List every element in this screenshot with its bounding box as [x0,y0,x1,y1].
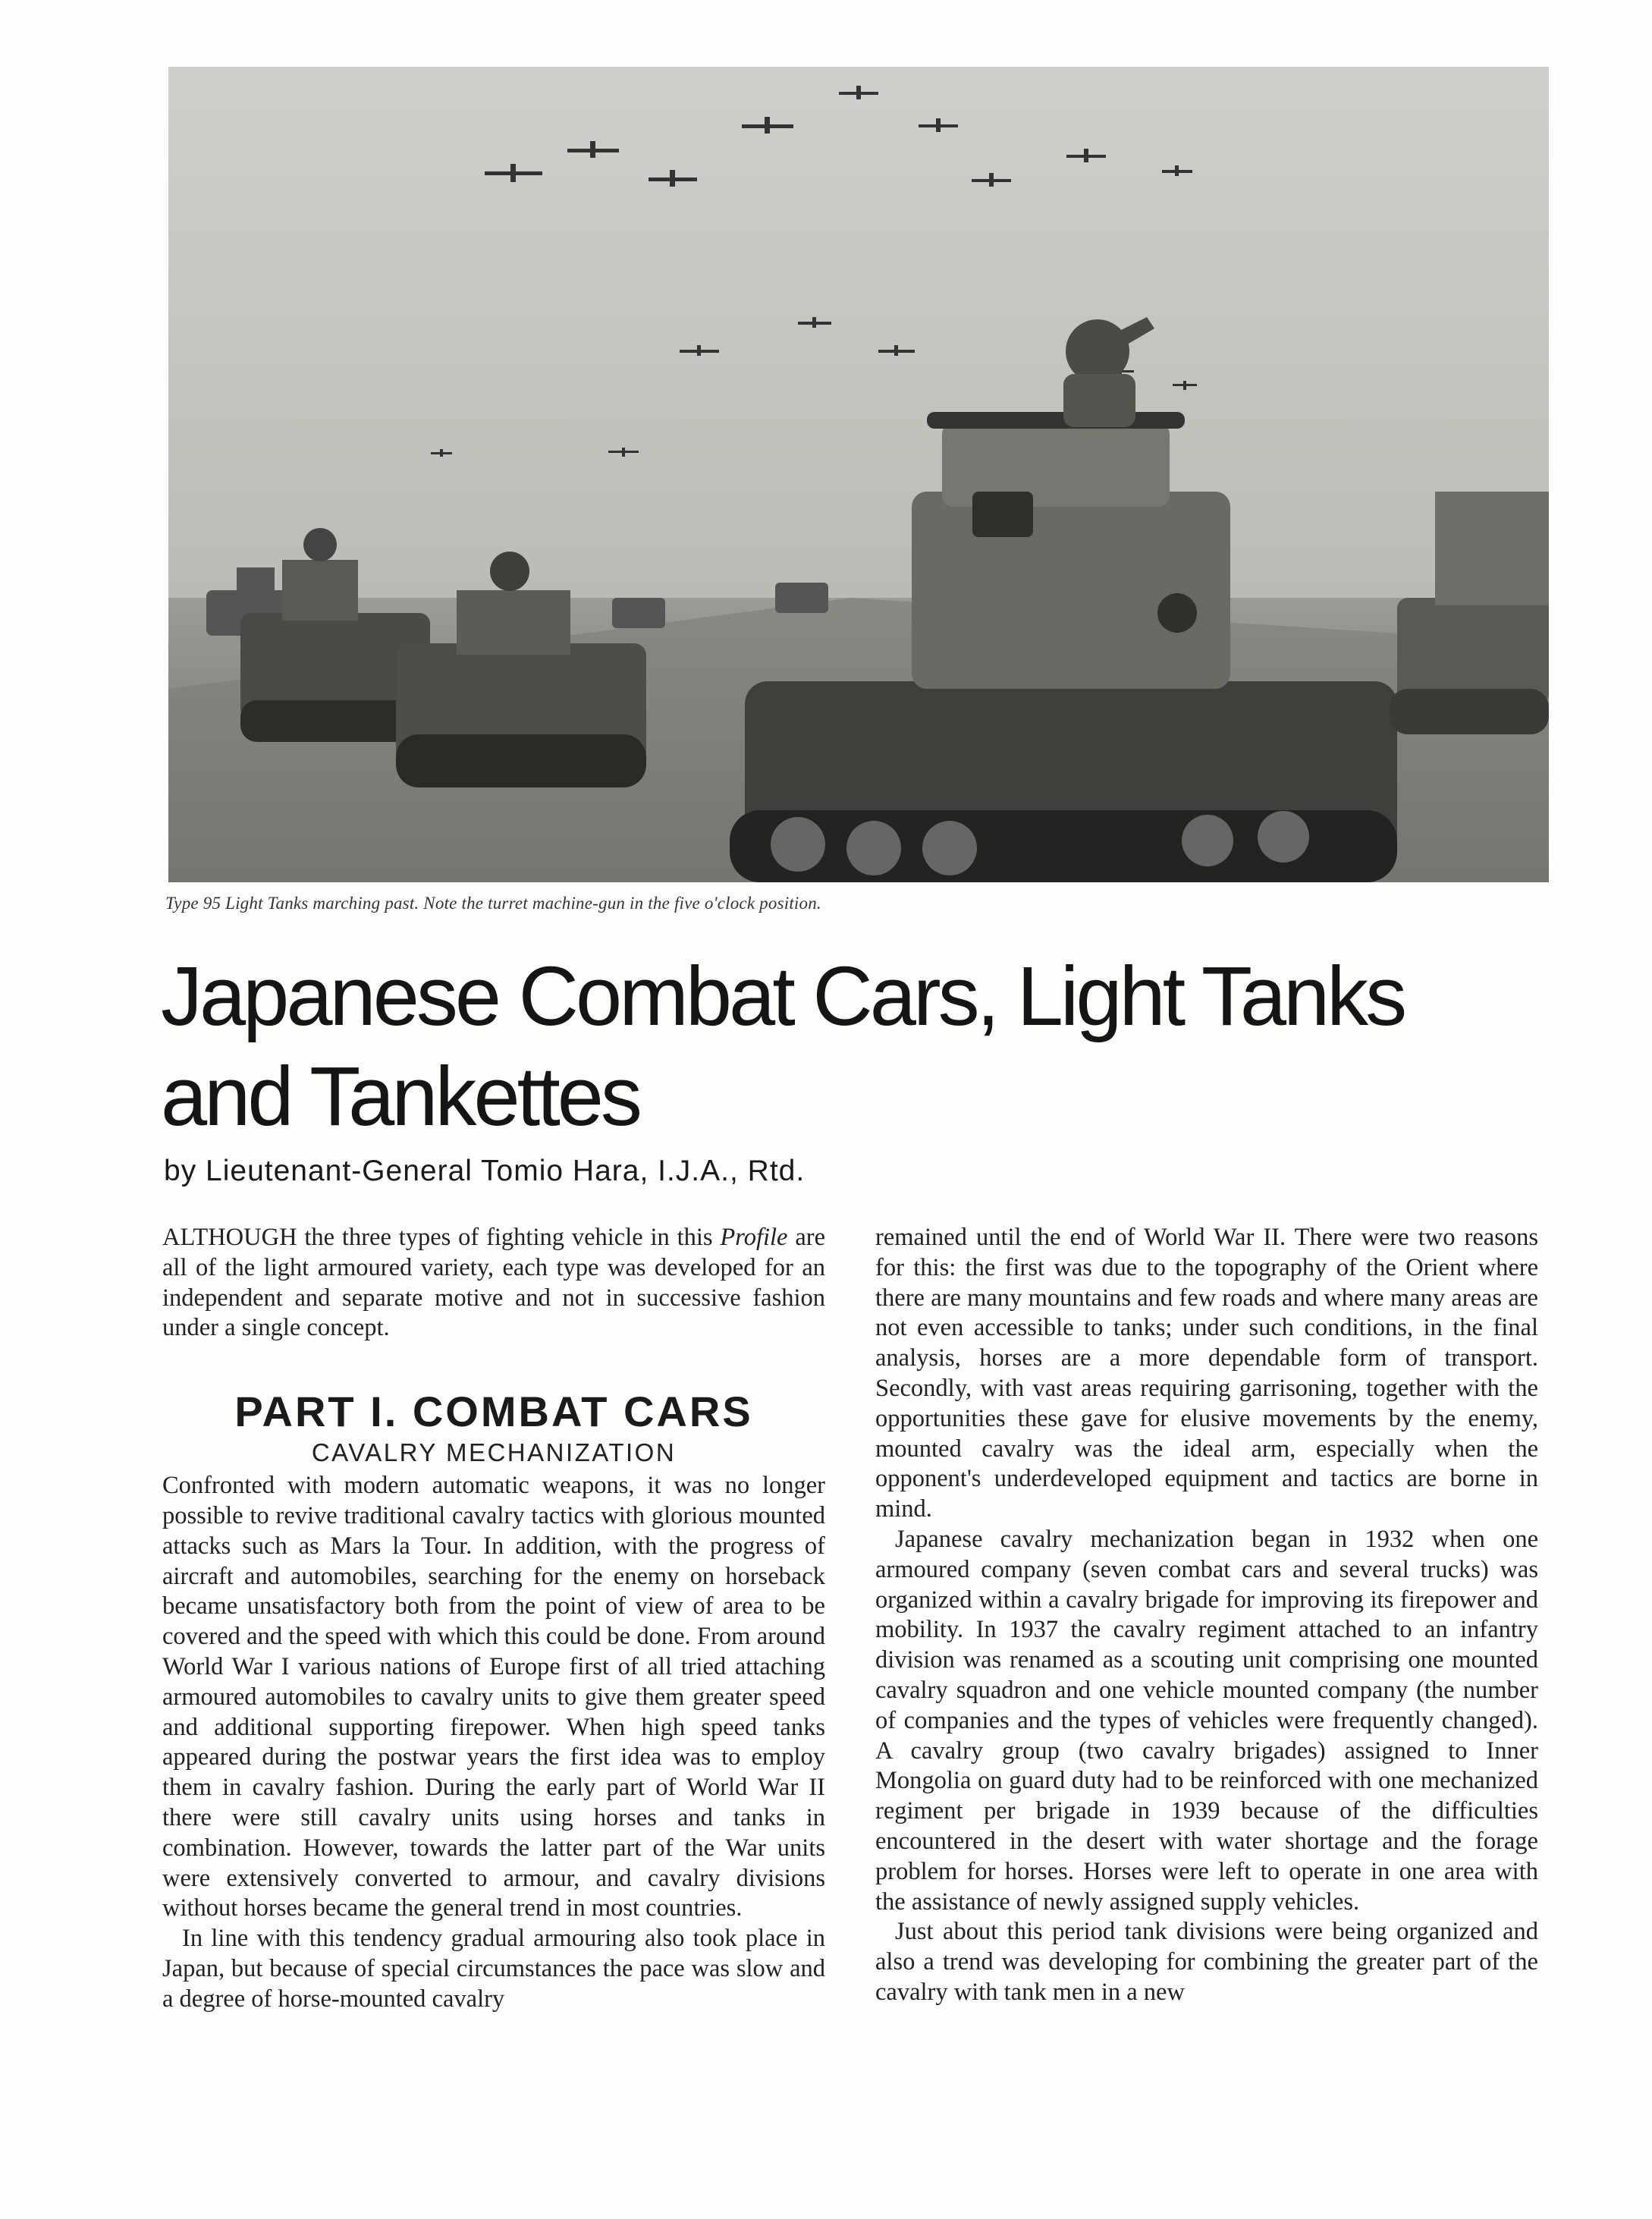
body-paragraph: Confronted with modern automatic weapons, it was no longer possible to revive traditional cavalry tactics with glorious mounted attacks such as Mars la Tour. In addition, with the progress of aircraft and automobiles, searching for the enemy on horseback became unsatisfactory both from the point of view of area to be covered and the speed with which this could be done. From around World War I various nations of Europe first of all tried attaching armoured automobiles to cavalry units to give them greater speed and additional supporting firepower. When high speed tanks appeared during the postwar years the first idea was to employ them in cavalry fashion. During the early part of World War II there were still cavalry units using horses and tanks in combination. However, towards the latter part of the War units were extensively converted to armour, and cavalry divisions without horses became the general trend in most countries. [162,1472,825,1922]
body-paragraph: Japanese cavalry mechanization began in 1932 when one armoured company (seven combat cars and several trucks) was organized within a cavalry brigade for improving its firepower and mobility. In 1937 the cavalry regiment attached to an infantry division was renamed as a scouting unit comprising one mounted cavalry squadron and one vehicle mounted company (the number of companies and the types of vehicles were frequently changed). A cavalry group (two cavalry brigades) assigned to Inner Mongolia on guard duty had to be reinforced with one mechanized regiment per brigade in 1939 because of the difficulties encountered in the desert with water shortage and the forage problem for horses. Horses were left to operate in one area with the assistance of newly assigned supply vehicles. [875,1525,1538,1916]
tank-parade-photo-icon [168,67,1549,882]
section-subheading: CAVALRY MECHANIZATION [311,1438,677,1467]
article-title-line-1: Japanese Combat Cars, Light Tanks [161,950,1405,1043]
intro-rest: are all of the light armoured variety, each type was developed for an independent and separate motive and not in successive fashion under a single concept. [162,1224,825,1342]
article-title-line-2: and Tankettes [161,1050,639,1143]
part-heading: PART I. COMBAT CARS [234,1388,753,1436]
body-paragraph: remained until the end of World War II. There were two reasons for this: the first was due to the topography of the Orient where there are many mountains and few roads and where many areas are not even accessible to tanks; under such conditions, in the final analysis, horses are a more dependable form of transport. Secondly, with vast areas requiring garrisoning, together with the opportunities these gave for elusive movements by the enemy, mounted cavalry was the ideal arm, especially when the opponent's underdeveloped equipment and tactics are borne in mind. [875,1224,1538,1523]
left-column [162,1223,825,2015]
tank-parade-photo [168,67,1549,882]
intro-lead: ALTHOUGH the three types of fighting vehicle in this [162,1224,721,1251]
intro-italic-profile: Profile [720,1224,788,1251]
photo-caption: Type 95 Light Tanks marching past. Note the turret machine-gun in the five o'clock position. [165,894,821,913]
intro-paragraph [162,1223,825,1344]
body-paragraph: Just about this period tank divisions were being organized and also a trend was developing for combining the greater part of the cavalry with tank men in a new [875,1918,1538,2006]
right-column [875,1223,1538,2008]
author-byline: by Lieutenant-General Tomio Hara, I.J.A., Rtd. [164,1155,806,1187]
body-paragraph: In line with this tendency gradual armouring also took place in Japan, but because of special circumstances the pace was slow and a degree of horse-mounted cavalry [162,1925,825,2013]
article-title [161,947,1572,1147]
